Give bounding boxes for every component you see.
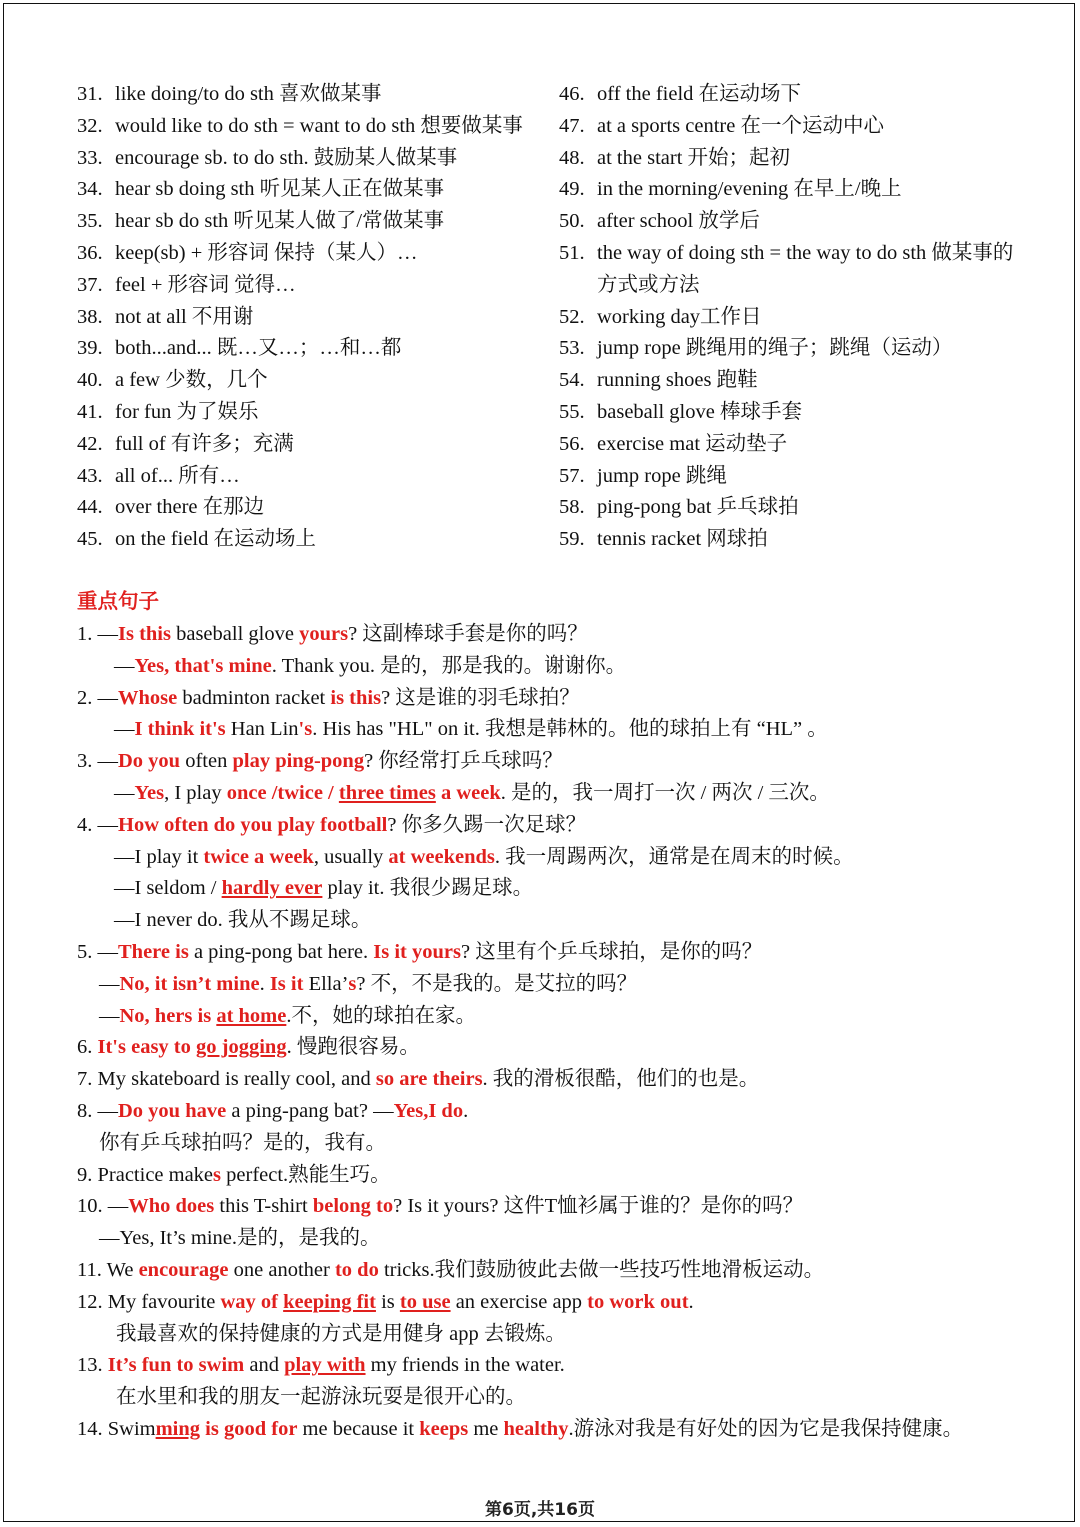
phrase-number: 31. — [77, 83, 103, 105]
highlight-text: keeps — [419, 1417, 469, 1440]
sentence-text: my friends in the water. — [365, 1354, 565, 1377]
phrase-entry — [77, 143, 547, 175]
sentence-line — [77, 1160, 1037, 1192]
highlight-text: at home — [216, 1004, 287, 1027]
highlight-text: belong to — [312, 1195, 394, 1218]
highlight-text: No, hers is — [119, 1004, 217, 1027]
sentence-text: 11. We — [77, 1258, 139, 1281]
highlight-text: Do you have — [118, 1099, 227, 1122]
phrase-number: 59. — [559, 528, 585, 551]
sentence-line — [77, 746, 1037, 778]
sentence-text: 6. — [77, 1036, 98, 1059]
phrase-entry — [559, 397, 1029, 429]
phrase-number: 50. — [559, 210, 585, 233]
sentence-text: perfect.熟能生巧。 — [221, 1163, 391, 1186]
highlight-text: is this — [330, 686, 382, 709]
phrase-entry — [77, 238, 547, 270]
highlight-text: play ping-pong — [232, 750, 365, 773]
sentence-text: — — [114, 654, 135, 677]
phrase-entry — [77, 461, 547, 493]
highlight-text: Is it — [269, 972, 304, 995]
sentence-text: 8. — — [77, 1099, 118, 1122]
phrase-text: off the field 在运动场下 — [597, 83, 802, 105]
phrase-entry — [559, 174, 1029, 206]
sentence-text: tricks.我们鼓励彼此去做一些技巧性地滑板运动。 — [378, 1258, 825, 1281]
sentence-text: baseball glove — [170, 623, 300, 645]
phrase-text: not at all 不用谢 — [115, 305, 254, 328]
highlight-text: Whose — [118, 686, 178, 709]
highlight-text: 's — [298, 718, 313, 741]
sentence-text: one another — [228, 1258, 335, 1281]
phrase-entry — [77, 302, 547, 334]
phrase-text: like doing/to do sth 喜欢做某事 — [115, 83, 382, 105]
highlight-text: s — [348, 972, 357, 995]
sentence-text: ? 不，不是我的。是艾拉的吗？ — [356, 972, 638, 995]
sentence-line — [77, 1414, 1037, 1446]
phrase-entry — [559, 524, 1029, 556]
highlight-text: Yes — [134, 781, 165, 804]
phrase-entry — [77, 492, 547, 524]
sentence-text: 2. — — [77, 686, 118, 709]
sentence-text: . Thank you. 是的，那是我的。谢谢你。 — [271, 654, 627, 677]
sentence-text: , usually — [313, 845, 389, 868]
phrase-number: 34. — [77, 178, 103, 201]
phrase-text: a few 少数，几个 — [115, 369, 268, 392]
phrase-entry — [77, 111, 547, 143]
highlight-text: Who does — [128, 1195, 215, 1218]
highlight-text: is good for — [200, 1417, 298, 1440]
phrase-entry — [77, 174, 547, 206]
phrase-number: 45. — [77, 528, 103, 551]
sentence-text: badminton racket — [177, 686, 331, 709]
highlight-text: at weekends — [388, 845, 495, 868]
phrase-entry — [559, 79, 1029, 111]
sentence-text: .不，她的球拍在家。 — [286, 1004, 476, 1027]
phrase-text: jump rope 跳绳 — [597, 464, 727, 487]
sentence-line — [77, 842, 1037, 874]
phrase-number: 41. — [77, 400, 103, 423]
phrase-entry — [559, 206, 1029, 238]
sentence-text: — — [114, 781, 135, 804]
phrase-number: 32. — [77, 114, 103, 137]
phrase-number: 53. — [559, 337, 585, 360]
highlight-text: It's easy to — [97, 1036, 197, 1059]
sentence-line — [77, 1287, 1037, 1319]
phrase-text: hear sb do sth 听见某人做了/常做某事 — [115, 210, 445, 233]
phrase-text: running shoes 跑鞋 — [597, 369, 758, 392]
page-footer: 第6页,共16页 — [485, 1500, 595, 1520]
phrase-entry — [559, 302, 1029, 334]
phrase-text: at the start 开始；起初 — [597, 146, 791, 169]
sentence-text: Han Lin — [225, 718, 299, 741]
phrase-text: hear sb doing sth 听见某人正在做某事 — [115, 178, 445, 201]
phrase-entry — [77, 79, 547, 111]
phrase-entry — [559, 333, 1029, 365]
sentence-text: 7. My skateboard is really cool, and — [77, 1068, 376, 1091]
highlight-text: It’s fun to swim — [107, 1354, 245, 1377]
sentence-text: — — [99, 972, 120, 995]
sentence-text: —Yes, It’s mine.是的，是我的。 — [99, 1227, 381, 1250]
highlight-text: Do you — [118, 750, 181, 773]
phrase-number: 54. — [559, 369, 585, 392]
highlight-text: keeping fit — [283, 1290, 376, 1313]
sentence-text: often — [180, 750, 233, 773]
sentence-text: 9. Practice make — [77, 1163, 214, 1186]
sentence-text: a ping-pang bat? — — [226, 1099, 394, 1122]
phrase-number: 37. — [77, 273, 103, 296]
highlight-text: three times — [338, 781, 436, 804]
phrase-text: ping-pong bat 乒乓球拍 — [597, 496, 799, 519]
sentence-text: . — [259, 972, 270, 995]
highlight-text: ming — [155, 1417, 201, 1440]
phrase-text: working day工作日 — [597, 305, 762, 328]
phrase-number: 42. — [77, 432, 103, 455]
sentence-text: . — [463, 1099, 469, 1122]
phrase-number: 48. — [559, 146, 585, 169]
sentence-text: — — [114, 718, 135, 741]
phrase-text: at a sports centre 在一个运动中心 — [597, 114, 884, 137]
sentence-line — [77, 1350, 1037, 1382]
sentence-line — [77, 651, 1037, 683]
phrase-number: 40. — [77, 369, 103, 392]
phrase-text: in the morning/evening 在早上/晚上 — [597, 178, 902, 201]
phrase-text: exercise mat 运动垫子 — [597, 432, 788, 455]
sentence-line — [77, 969, 1037, 1001]
sentence-text: . 我一周踢两次，通常是在周末的时候。 — [494, 845, 854, 868]
phrase-text: both...and... 既…又…；…和…都 — [115, 337, 402, 360]
sentence-text: 3. — — [77, 750, 118, 773]
sentence-line — [77, 1223, 1037, 1255]
sentence-line — [77, 1255, 1037, 1287]
phrase-entry — [77, 206, 547, 238]
phrase-number: 49. — [559, 178, 585, 201]
phrase-text: after school 放学后 — [597, 210, 760, 233]
sentence-text: 5. — — [77, 940, 118, 963]
phrase-number: 39. — [77, 337, 103, 360]
sentence-text: ? Is it yours? 这件T恤衫属于谁的？是你的吗？ — [393, 1195, 804, 1218]
phrase-number: 38. — [77, 305, 103, 328]
phrase-text: feel + 形容词 觉得… — [115, 273, 296, 296]
highlight-text: healthy — [503, 1417, 569, 1440]
key-sentences — [77, 619, 1037, 1446]
sentence-text: a ping-pong bat here. — [188, 940, 374, 963]
highlight-text: way of — [220, 1290, 284, 1313]
sentence-text: . 慢跑很容易。 — [286, 1036, 420, 1059]
highlight-text: Yes, that's mine — [134, 654, 272, 677]
sentence-text: . His has "HL" on it. 我想是韩林的。他的球拍上有 “HL” 。 — [312, 718, 828, 741]
sentence-line — [77, 1001, 1037, 1033]
phrase-text: baseball glove 棒球手套 — [597, 400, 802, 423]
sentence-text: ? 你多久踢一次足球？ — [387, 813, 587, 836]
phrase-entry — [77, 270, 547, 302]
phrase-text: for fun 为了娱乐 — [115, 400, 259, 423]
phrase-text: the way of doing sth = the way to do sth 做某事的方式或方法 — [597, 241, 1014, 296]
sentence-text: 你有乒乓球拍吗？是的，我有。 — [99, 1131, 386, 1154]
highlight-text: to work out — [587, 1290, 689, 1313]
highlight-text: s — [213, 1163, 222, 1186]
sentence-text: — — [99, 1004, 120, 1027]
sentence-text: . 是的，我一周打一次 / 两次 / 三次。 — [500, 781, 830, 804]
highlight-text: encourage — [138, 1258, 229, 1281]
sentence-text: .游泳对我是有好处的因为它是我保持健康。 — [568, 1417, 964, 1440]
sentence-line — [77, 905, 1037, 937]
sentence-text: Ella’ — [303, 972, 349, 995]
sentence-text: 13. — [77, 1354, 108, 1377]
sentence-line — [77, 1096, 1037, 1128]
sentence-line — [77, 937, 1037, 969]
phrase-entry — [559, 143, 1029, 175]
highlight-text: to do — [334, 1258, 379, 1281]
phrase-number: 51. — [559, 241, 585, 264]
highlight-text: play with — [284, 1354, 366, 1377]
phrase-entry — [559, 111, 1029, 143]
sentence-text: me — [468, 1417, 504, 1440]
sentence-line — [77, 1128, 1037, 1160]
sentence-text: me because it — [297, 1417, 420, 1440]
sentence-text: 在水里和我的朋友一起游泳玩耍是很开心的。 — [116, 1386, 526, 1409]
highlight-text: once /twice / — [226, 781, 339, 804]
sentence-line — [77, 1064, 1037, 1096]
highlight-text: yours — [299, 623, 349, 645]
sentence-line — [77, 619, 1037, 651]
sentence-text: 12. My favourite — [77, 1290, 221, 1313]
phrase-number: 52. — [559, 305, 585, 328]
phrase-entry — [77, 397, 547, 429]
sentence-line — [77, 1319, 1037, 1351]
phrase-number: 47. — [559, 114, 585, 137]
phrase-entry — [559, 238, 1029, 302]
phrase-text: on the field 在运动场上 — [115, 528, 316, 551]
phrase-number: 33. — [77, 146, 103, 169]
sentence-text: . 我的滑板很酷，他们的也是。 — [482, 1068, 760, 1091]
sentence-text: —I never do. 我从不踢足球。 — [114, 909, 372, 932]
sentence-line — [77, 810, 1037, 842]
sentence-text: —I play it — [114, 845, 204, 868]
phrase-entry — [77, 429, 547, 461]
phrase-number: 46. — [559, 83, 585, 105]
highlight-text: I think it's — [134, 718, 226, 741]
phrase-number: 57. — [559, 464, 585, 487]
highlight-text: How often do you play football — [118, 813, 388, 836]
phrase-text: tennis racket 网球拍 — [597, 528, 768, 551]
sentence-line — [77, 873, 1037, 905]
sentence-text: 10. — — [77, 1195, 129, 1218]
sentence-line — [77, 1191, 1037, 1223]
phrase-entry — [559, 461, 1029, 493]
phrase-text: would like to do sth = want to do sth 想要做某事 — [115, 114, 523, 137]
phrase-text: jump rope 跳绳用的绳子；跳绳（运动） — [597, 337, 953, 360]
highlight-text: so are theirs — [375, 1068, 483, 1091]
highlight-text: Is it yours — [373, 940, 461, 963]
sentence-line — [77, 714, 1037, 746]
phrase-number: 36. — [77, 241, 103, 264]
sentence-text: ? 你经常打乒乓球吗？ — [364, 750, 563, 773]
phrase-entry — [77, 524, 547, 556]
phrase-entry — [77, 333, 547, 365]
highlight-text: Is this — [118, 623, 171, 645]
sentence-text: 14. Swim — [77, 1417, 156, 1440]
phrase-text: encourage sb. to do sth. 鼓励某人做某事 — [115, 146, 458, 169]
sentence-text: an exercise app — [450, 1290, 588, 1313]
phrase-entry — [77, 365, 547, 397]
sentence-line — [77, 1382, 1037, 1414]
phrase-entry — [559, 429, 1029, 461]
sentence-text: and — [244, 1354, 285, 1377]
sentence-text: . — [688, 1290, 694, 1313]
highlight-text: Yes,I do — [393, 1099, 464, 1122]
phrase-number: 44. — [77, 496, 103, 519]
highlight-text: twice a week — [203, 845, 314, 868]
sentence-text: ? 这是谁的羽毛球拍？ — [381, 686, 580, 709]
sentence-text: 1. — — [77, 623, 118, 645]
highlight-text: a week — [435, 781, 501, 804]
highlight-text: There is — [118, 940, 189, 963]
sentence-text: play it. 我很少踢足球。 — [322, 877, 534, 900]
sentence-text: ? 这里有个乒乓球拍，是你的吗？ — [460, 940, 763, 963]
sentence-line — [77, 1032, 1037, 1064]
sentence-line — [77, 683, 1037, 715]
section-title: 重点句子 — [77, 591, 159, 613]
highlight-text: go jogging — [196, 1036, 287, 1059]
sentence-text: this T-shirt — [214, 1195, 313, 1218]
highlight-text: hardly ever — [221, 877, 323, 900]
sentence-text: 4. — — [77, 813, 118, 836]
sentence-text: is — [375, 1290, 400, 1313]
sentence-text: 我最喜欢的保持健康的方式是用健身 app 去锻炼。 — [116, 1322, 566, 1345]
sentence-line — [77, 778, 1037, 810]
phrase-entry — [559, 365, 1029, 397]
phrase-number: 56. — [559, 432, 585, 455]
phrase-entry — [559, 492, 1029, 524]
highlight-text: No, it isn’t mine — [119, 972, 260, 995]
phrase-list-right — [559, 79, 1029, 556]
sentence-text: , I play — [164, 781, 227, 804]
phrase-number: 58. — [559, 496, 585, 519]
phrase-number: 55. — [559, 400, 585, 423]
phrase-number: 35. — [77, 210, 103, 233]
sentence-text: —I seldom / — [114, 877, 222, 900]
phrase-text: all of... 所有… — [115, 464, 240, 487]
phrase-text: full of 有许多；充满 — [115, 432, 294, 455]
phrase-text: over there 在那边 — [115, 496, 265, 519]
sentence-text: ? 这副棒球手套是你的吗？ — [348, 623, 588, 645]
phrase-list-left — [77, 79, 547, 556]
highlight-text: to use — [399, 1290, 451, 1313]
phrase-text: keep(sb) + 形容词 保持（某人）… — [115, 241, 418, 264]
phrase-number: 43. — [77, 464, 103, 487]
